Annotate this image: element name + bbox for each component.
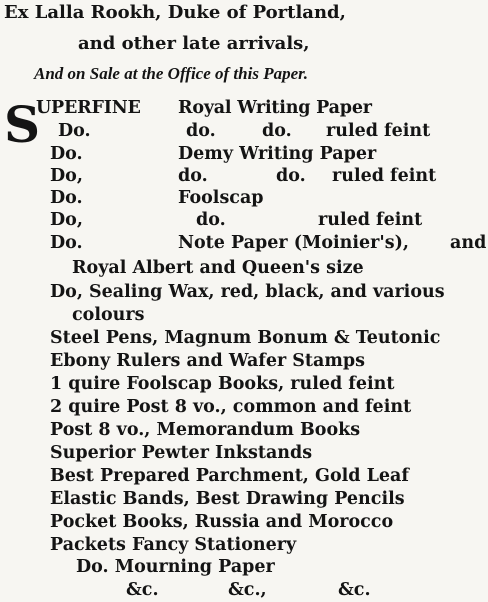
footer-etc-1: &c.	[126, 580, 159, 600]
row-5-col-d: ruled feint	[318, 210, 423, 230]
line-5: 1 quire Foolscap Books, ruled feint	[50, 374, 395, 394]
header-line-1: Ex Lalla Rookh, Duke of Portland,	[4, 2, 346, 23]
line-1: Do, Sealing Wax, red, black, and various	[50, 282, 445, 302]
row-6-col-b: Note Paper (Moinier's),	[178, 233, 409, 253]
line-2: colours	[72, 305, 145, 325]
row-3-col-d: ruled feint	[332, 166, 437, 186]
row-5-col-a: Do,	[50, 210, 83, 230]
drop-cap: S	[4, 95, 41, 154]
line-6: 2 quire Post 8 vo., common and feint	[50, 397, 412, 417]
row-1-col-d: ruled feint	[326, 121, 431, 141]
line-11: Pocket Books, Russia and Morocco	[50, 512, 394, 532]
row-4-col-b: Foolscap	[178, 188, 264, 208]
line-10: Elastic Bands, Best Drawing Pencils	[50, 489, 405, 509]
row-0-col-a: UPERFINE	[36, 98, 141, 118]
line-9: Best Prepared Parchment, Gold Leaf	[50, 466, 409, 486]
line-0: Royal Albert and Queen's size	[72, 258, 364, 278]
row-1-col-b: do.	[186, 121, 216, 141]
line-13: Do. Mourning Paper	[76, 557, 275, 577]
row-4-col-a: Do.	[50, 188, 83, 208]
row-6-col-a: Do.	[50, 233, 83, 253]
row-2-col-b: Demy Writing Paper	[178, 144, 377, 164]
row-3-col-c: do.	[276, 166, 306, 186]
header-line-2: and other late arrivals,	[78, 33, 310, 54]
footer-etc-3: &c.	[338, 580, 371, 600]
footer-etc-2: &c.,	[228, 580, 267, 600]
row-2-col-a: Do.	[50, 144, 83, 164]
row-3-col-a: Do,	[50, 166, 83, 186]
row-1-col-c: do.	[262, 121, 292, 141]
row-0-col-b: Royal Writing Paper	[178, 98, 372, 118]
line-7: Post 8 vo., Memorandum Books	[50, 420, 361, 440]
row-1-col-a: Do.	[58, 121, 91, 141]
row-6-col-c: and	[450, 233, 487, 253]
row-5-col-b: do.	[196, 210, 226, 230]
line-12: Packets Fancy Stationery	[50, 535, 297, 555]
line-8: Superior Pewter Inkstands	[50, 443, 313, 463]
line-4: Ebony Rulers and Wafer Stamps	[50, 351, 365, 371]
line-3: Steel Pens, Magnum Bonum & Teutonic	[50, 328, 441, 348]
header-line-3: And on Sale at the Office of this Paper.	[34, 64, 309, 83]
row-3-col-b: do.	[178, 166, 208, 186]
